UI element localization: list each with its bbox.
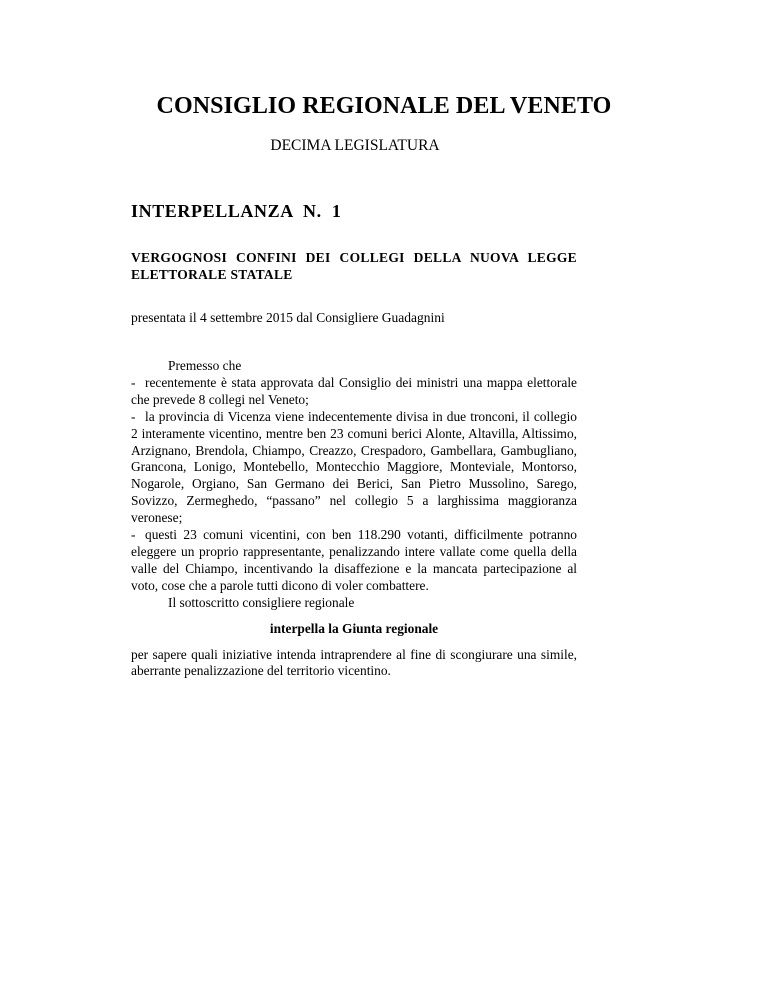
premise-line: Premesso che bbox=[168, 358, 242, 373]
bullet-marker: - bbox=[131, 374, 136, 390]
legislature-label: DECIMA LEGISLATURA bbox=[270, 137, 440, 154]
council-title: CONSIGLIO REGIONALE DEL VENETO bbox=[156, 93, 612, 119]
presented-by-line: presentata il 4 settembre 2015 dal Consigliere Guadagnini bbox=[131, 310, 445, 325]
bullet-paragraph bbox=[131, 527, 577, 595]
bullet-text: recentemente è stata approvata dal Consiglio dei ministri una mappa elettorale che prevede 8 collegi nel Veneto; bbox=[131, 374, 577, 407]
signatory-line: Il sottoscritto consigliere regionale bbox=[168, 594, 355, 610]
document-type-heading: INTERPELLANZA N. 1 bbox=[131, 201, 342, 221]
subject-heading: VERGOGNOSI CONFINI DEI COLLEGI DELLA NUOVA LEGGE ELETTORALE STATALE bbox=[131, 250, 577, 282]
body-text bbox=[131, 358, 577, 680]
bullet-text: la provincia di Vicenza viene indecentemente divisa in due tronconi, il collegio 2 interamente vicentino, mentre ben 23 comuni berici Alonte, Altavilla, Altissimo, Arzignano, Brendola, Chiampo, Creazzo, Crespadoro, Gambellara, Gambugliano, Grancona, Lonigo, Montebello, Montecchio Maggiore, Monteviale, Montorso, Nogarole, Orgiano, San Germano dei Berici, San Pietro Mussolino, Sarego, Sovizzo, Zermeghedo, “passano” nel collegio 5 a larghissima maggioranza veronese; bbox=[131, 408, 577, 526]
bullet-paragraph bbox=[131, 409, 577, 527]
bullet-marker: - bbox=[131, 527, 136, 543]
bullet-marker: - bbox=[131, 408, 136, 424]
closing-paragraph: per sapere quali iniziative intenda intraprendere al fine di scongiurare una simile, aberrante penalizzazione del territorio vicentino. bbox=[131, 646, 577, 679]
request-line: interpella la Giunta regionale bbox=[269, 620, 439, 636]
bullet-text: questi 23 comuni vicentini, con ben 118.290 votanti, difficilmente potranno eleggere un proprio rappresentante, penalizzando intere vallate come quella della valle del Chiampo, incentivando la disaffezione e la mancata partecipazione al voto, cose che a parole tutti dicono di voler combattere. bbox=[131, 527, 577, 593]
bullet-paragraph bbox=[131, 375, 577, 409]
